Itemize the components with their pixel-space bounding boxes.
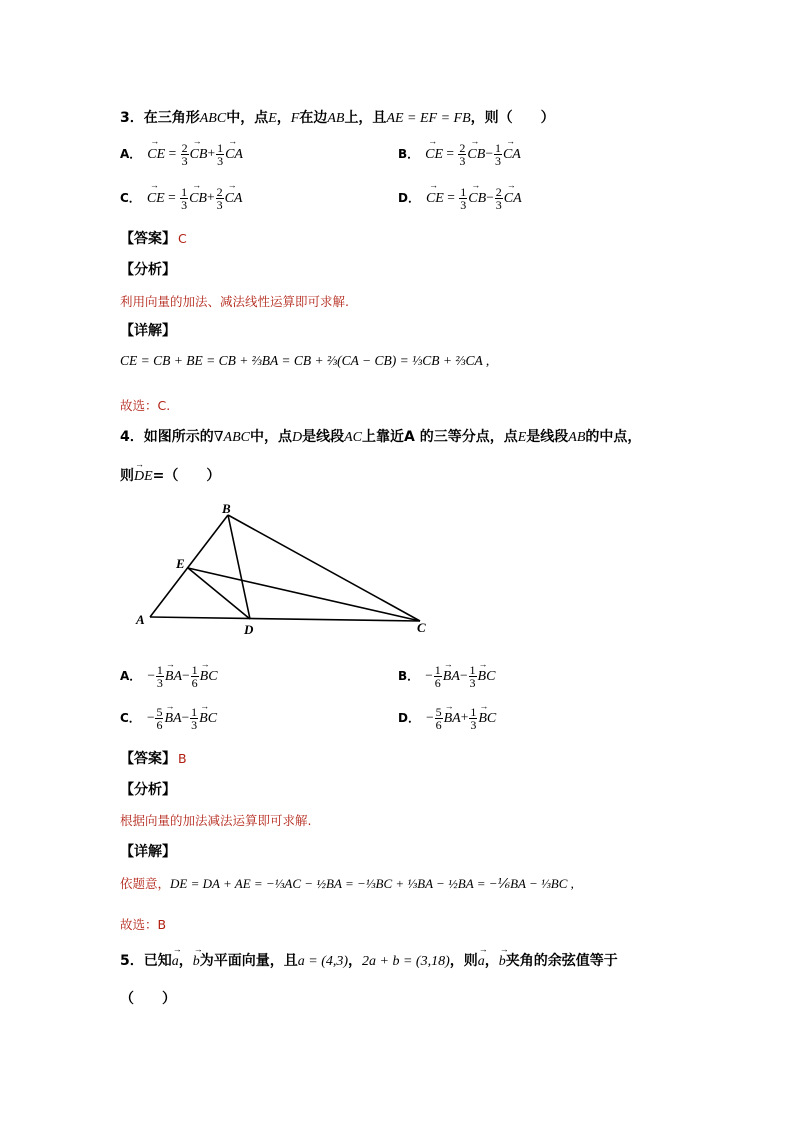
label-a: A	[136, 612, 145, 627]
q3-answer-value: C	[178, 231, 187, 246]
label-e: E	[176, 556, 185, 571]
q4-stem: 4．如图所示的∇ABC中，点D是线段AC上靠近A 的三等分点，点E是线段AB的中点，	[120, 429, 642, 445]
edge-ab	[150, 515, 228, 617]
q3-vector-relation: AE = EF = FB	[386, 111, 471, 126]
q3-conclusion: 故选：C.	[120, 398, 171, 413]
q4-answer: 【答案】 B	[120, 751, 187, 767]
q3-option-d[interactable]: D．→ CE = $\frac{1}{3}$ → CB− $\frac{2}{3}$ → CA	[398, 186, 522, 211]
label-b: B	[222, 501, 231, 516]
q5-stem-line2: （ ）	[120, 991, 176, 1007]
q4-analysis-text: 根据向量的加法减法运算即可求解.	[120, 813, 312, 828]
q3-answer: 【答案】 C	[120, 231, 187, 247]
q4-detail-tag: 【详解】	[120, 844, 176, 860]
q3-stem: 3．在三角形ABC中，点E，F在边AB上，且AE = EF = FB，则（ ）	[120, 110, 555, 126]
q3-detail-tag: 【详解】	[120, 323, 176, 339]
triangle-figure	[120, 495, 450, 645]
q4-conclusion: 故选：B	[120, 917, 167, 932]
edge-ac	[150, 617, 420, 621]
edge-bc	[228, 515, 420, 621]
q4-option-d[interactable]: D． − $\frac{5}{6}$ → BA+ $\frac{1}{3}$ → BC	[398, 706, 496, 731]
q4-analysis-tag: 【分析】	[120, 782, 176, 798]
segment-ec	[188, 568, 420, 621]
q5-stem: 5．已知→ a，→ b为平面向量，且a = (4,3)，2a + b = (3,18)，则→ a，→ b夹角的余弦值等于	[120, 950, 618, 970]
label-c: C	[417, 620, 426, 635]
q3-option-b[interactable]: B．→ CE = $\frac{2}{3}$ → CB− $\frac{1}{3}$ → CA	[398, 142, 521, 167]
q4-answer-value: B	[178, 751, 187, 766]
q3-analysis-text: 利用向量的加法、减法线性运算即可求解.	[120, 294, 349, 309]
q4-option-c[interactable]: C． − $\frac{5}{6}$ → BA− $\frac{1}{3}$ → BC	[120, 706, 217, 731]
q3-analysis-tag: 【分析】	[120, 262, 176, 278]
q4-stem-line2: 则→ DE=（ ）	[120, 465, 220, 485]
label-d: D	[244, 622, 254, 637]
q4-option-b[interactable]: B． − $\frac{1}{6}$ → BA− $\frac{1}{3}$ → BC	[398, 664, 495, 689]
q4-solution: 依题意，DE = DA + AE = −⅓AC − ½BA = −⅓BC + ⅓BA − ½BA = −⅙BA − ⅓BC ,	[120, 876, 574, 891]
q3-option-c[interactable]: C．→ CE = $\frac{1}{3}$ → CB+ $\frac{2}{3}$ → CA	[120, 186, 242, 211]
q4-option-a[interactable]: A． − $\frac{1}{3}$ → BA− $\frac{1}{6}$ → BC	[120, 664, 218, 689]
q3-option-a[interactable]: A．→ CE = $\frac{2}{3}$ → CB+ $\frac{1}{3}$ → CA	[120, 142, 243, 167]
q3-solution: CE = CB + BE = CB + ⅔BA = CB + ⅔(CA − CB) = ⅓CB + ⅔CA ,	[120, 353, 490, 368]
